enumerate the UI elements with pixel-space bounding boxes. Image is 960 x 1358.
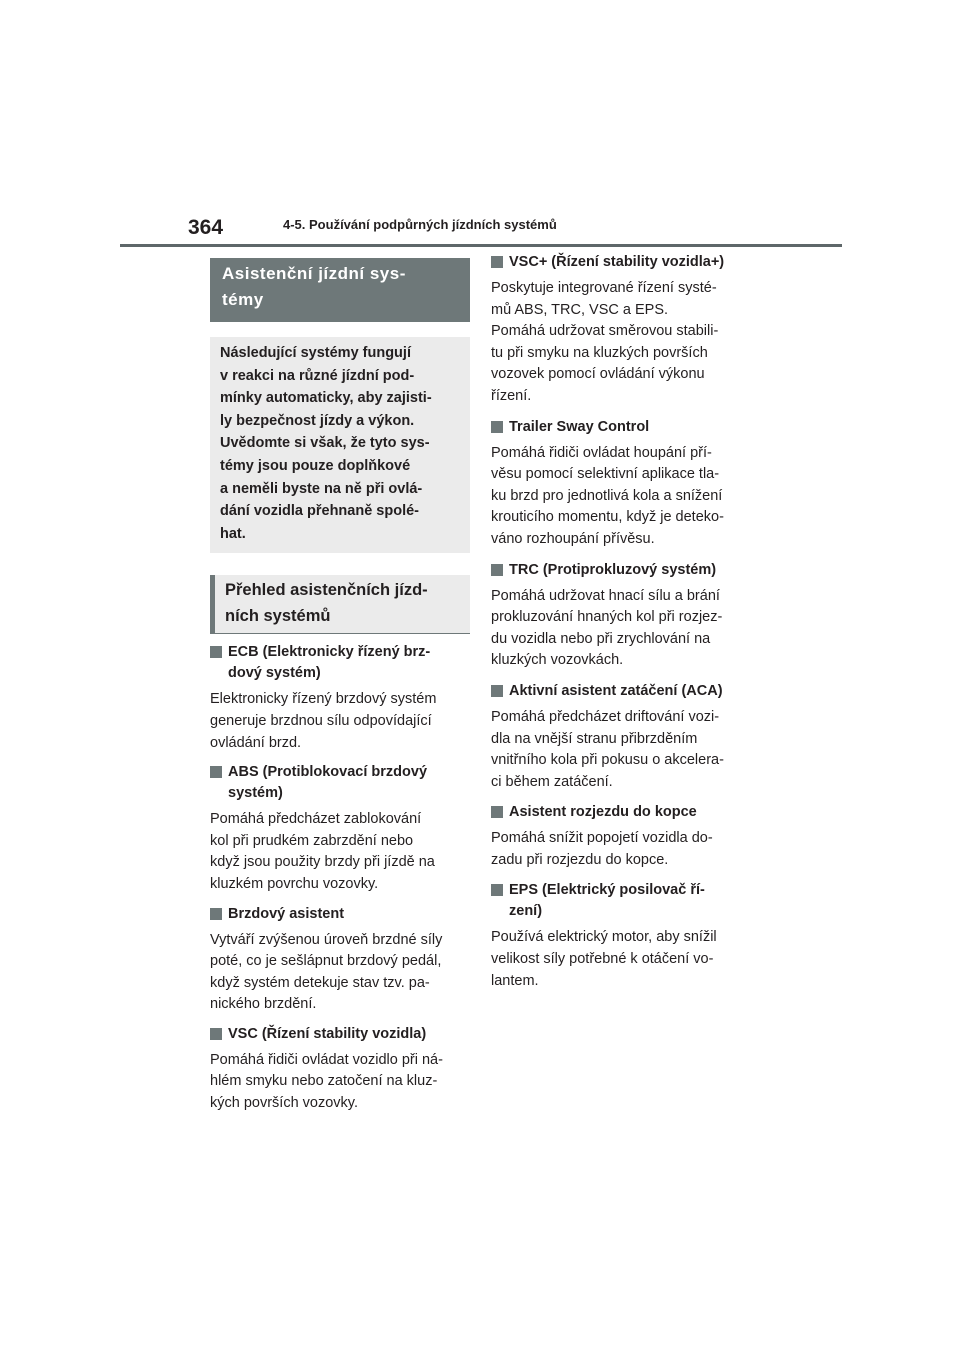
item-body (491, 828, 756, 871)
body-line: vozovek pomocí ovládání výkonu (491, 366, 705, 383)
body-line: Pomáhá předcházet zablokování (210, 811, 422, 828)
intro-line: Následující systémy fungují (220, 345, 411, 361)
item-title-line: dový systém) (228, 665, 321, 682)
item-eps (491, 880, 756, 992)
body-line: vnitřního kola při pokusu o akcelera- (491, 752, 724, 769)
item-title (210, 762, 470, 804)
square-bullet-icon (491, 884, 503, 896)
square-bullet-icon (491, 685, 503, 697)
body-line: Pomáhá řidiči ovládat houpání pří- (491, 444, 712, 461)
body-line: tu při smyku na kluzkých površích (491, 344, 708, 361)
section-title-line: Asistenční jízdní sys- (222, 264, 406, 283)
body-line: Pomáhá udržovat hnací sílu a brání (491, 587, 720, 604)
page-number: 364 (188, 216, 224, 239)
body-line: mů ABS, TRC, VSC a EPS. (491, 301, 669, 318)
body-line: poté, co je sešlápnut brzdový pedál, (210, 953, 442, 970)
body-line: ku brzd pro jednotlivá kola a snížení (491, 487, 723, 504)
body-line: řízení. (491, 387, 532, 404)
item-title (210, 642, 470, 684)
item-ecb (210, 642, 470, 754)
body-line: kých površích vozovky. (210, 1095, 359, 1112)
body-line: věsu pomocí selektivní aplikace tla- (491, 466, 720, 483)
item-title (210, 1024, 470, 1045)
item-body (210, 689, 470, 754)
item-body (210, 809, 470, 895)
body-line: ovládání brzd. (210, 734, 302, 751)
body-line: du vozidla nebo při zrychlování na (491, 630, 711, 647)
item-title (491, 681, 756, 702)
item-body (491, 586, 756, 672)
item-title-line: systém) (228, 785, 283, 802)
item-title (491, 560, 756, 581)
intro-line: dání vozidla přehnaně spolé- (220, 503, 420, 520)
body-line: když systém detekuje stav tzv. pa- (210, 974, 430, 991)
body-line: zadu při rozjezdu do kopce. (491, 851, 669, 868)
body-line: generuje brzdnou sílu odpovídající (210, 712, 432, 729)
body-line: kluzkých vozovkách. (491, 652, 624, 669)
body-line: dla na vnější stranu přibrzděním (491, 730, 698, 747)
body-line: Pomáhá udržovat směrovou stabili- (491, 323, 719, 340)
item-body (491, 278, 756, 408)
section-title-box (210, 258, 470, 322)
item-abs (210, 762, 470, 895)
item-title-line: ABS (Protiblokovací brzdový (228, 764, 428, 781)
section-title-line: témy (222, 290, 264, 309)
item-title (491, 802, 756, 823)
item-title-line: VSC (Řízení stability vozidla) (228, 1025, 427, 1042)
item-aca (491, 681, 756, 793)
item-title-line: EPS (Elektrický posilovač ří- (509, 882, 705, 899)
body-line: velikost síly potřebné k otáčení vo- (491, 951, 714, 968)
intro-box (210, 337, 470, 553)
item-title (491, 417, 756, 438)
square-bullet-icon (210, 646, 222, 658)
item-hill-start (491, 802, 756, 871)
item-title-line: ECB (Elektronicky řízený brz- (228, 644, 431, 661)
item-title-line: Brzdový asistent (228, 905, 345, 922)
item-body (491, 927, 756, 992)
item-title (491, 252, 756, 273)
body-line: Používá elektrický motor, aby snížil (491, 929, 717, 946)
item-title-line: VSC+ (Řízení stability vozidla+) (509, 254, 725, 270)
body-line: Pomáhá snížit popojetí vozidla do- (491, 830, 713, 847)
intro-line: ly bezpečnost jízdy a výkon. (220, 412, 415, 429)
item-brake-assist (210, 904, 470, 1016)
right-column (491, 252, 756, 992)
item-body (491, 707, 756, 793)
body-line: nického brzdění. (210, 996, 317, 1013)
square-bullet-icon (210, 1028, 222, 1040)
item-title (491, 880, 756, 922)
body-line: lantem. (491, 972, 539, 989)
left-column (210, 258, 470, 1115)
item-title-line: zení) (509, 903, 543, 920)
item-vsc-plus (491, 252, 756, 408)
header-rule (120, 244, 842, 247)
body-line: Poskytuje integrované řízení systé- (491, 280, 717, 296)
subheading (210, 575, 470, 634)
subheading-line: Přehled asistenčních jízd- (225, 581, 428, 600)
body-line: hlém smyku nebo zatočení na kluz- (210, 1073, 438, 1090)
chapter-title: 4-5. Používání podpůrných jízdních systémů (283, 217, 557, 232)
body-line: Pomáhá řidiči ovládat vozidlo při ná- (210, 1051, 443, 1068)
body-line: Vytváří zvýšenou úroveň brzdné síly (210, 931, 443, 948)
square-bullet-icon (491, 421, 503, 433)
item-body (210, 1050, 470, 1115)
item-title-line: Asistent rozjezdu do kopce (509, 804, 697, 821)
item-body (210, 930, 470, 1016)
body-line: kluzkém povrchu vozovky. (210, 875, 379, 892)
item-trc (491, 560, 756, 672)
item-trailer-sway (491, 417, 756, 551)
item-title-line: Aktivní asistent zatáčení (ACA) (509, 682, 723, 699)
intro-line: mínky automaticky, aby zajisti- (220, 390, 432, 407)
subheading-line: ních systémů (225, 607, 331, 626)
body-line: ci během zatáčení. (491, 773, 613, 790)
body-line: kol při prudkém zabrzdění nebo (210, 832, 414, 849)
body-line: váno rozhoupání přívěsu. (491, 530, 655, 547)
intro-line: hat. (220, 525, 246, 542)
page-header (120, 210, 842, 246)
item-title-line: TRC (Protiprokluzový systém) (509, 561, 717, 578)
body-line: Pomáhá předcházet driftování vozi- (491, 708, 720, 725)
item-vsc (210, 1024, 470, 1115)
item-title (210, 904, 470, 925)
intro-line: v reakci na různé jízdní pod- (220, 367, 415, 384)
square-bullet-icon (491, 256, 503, 268)
body-line: prokluzování hnaných kol při rozjez- (491, 609, 723, 626)
body-line: krouticího momentu, když je deteko- (491, 509, 724, 526)
intro-line: témy jsou pouze doplňkové (220, 457, 411, 474)
square-bullet-icon (491, 564, 503, 576)
body-line: když jsou použity brzdy při jízdě na (210, 854, 435, 871)
square-bullet-icon (491, 806, 503, 818)
item-body (491, 443, 756, 551)
body-line: Elektronicky řízený brzdový systém (210, 691, 437, 708)
item-title-line: Trailer Sway Control (509, 418, 650, 435)
intro-line: Uvědomte si však, že tyto sys- (220, 435, 430, 452)
square-bullet-icon (210, 908, 222, 920)
intro-line: a neměli byste na ně při ovlá- (220, 480, 423, 497)
square-bullet-icon (210, 766, 222, 778)
